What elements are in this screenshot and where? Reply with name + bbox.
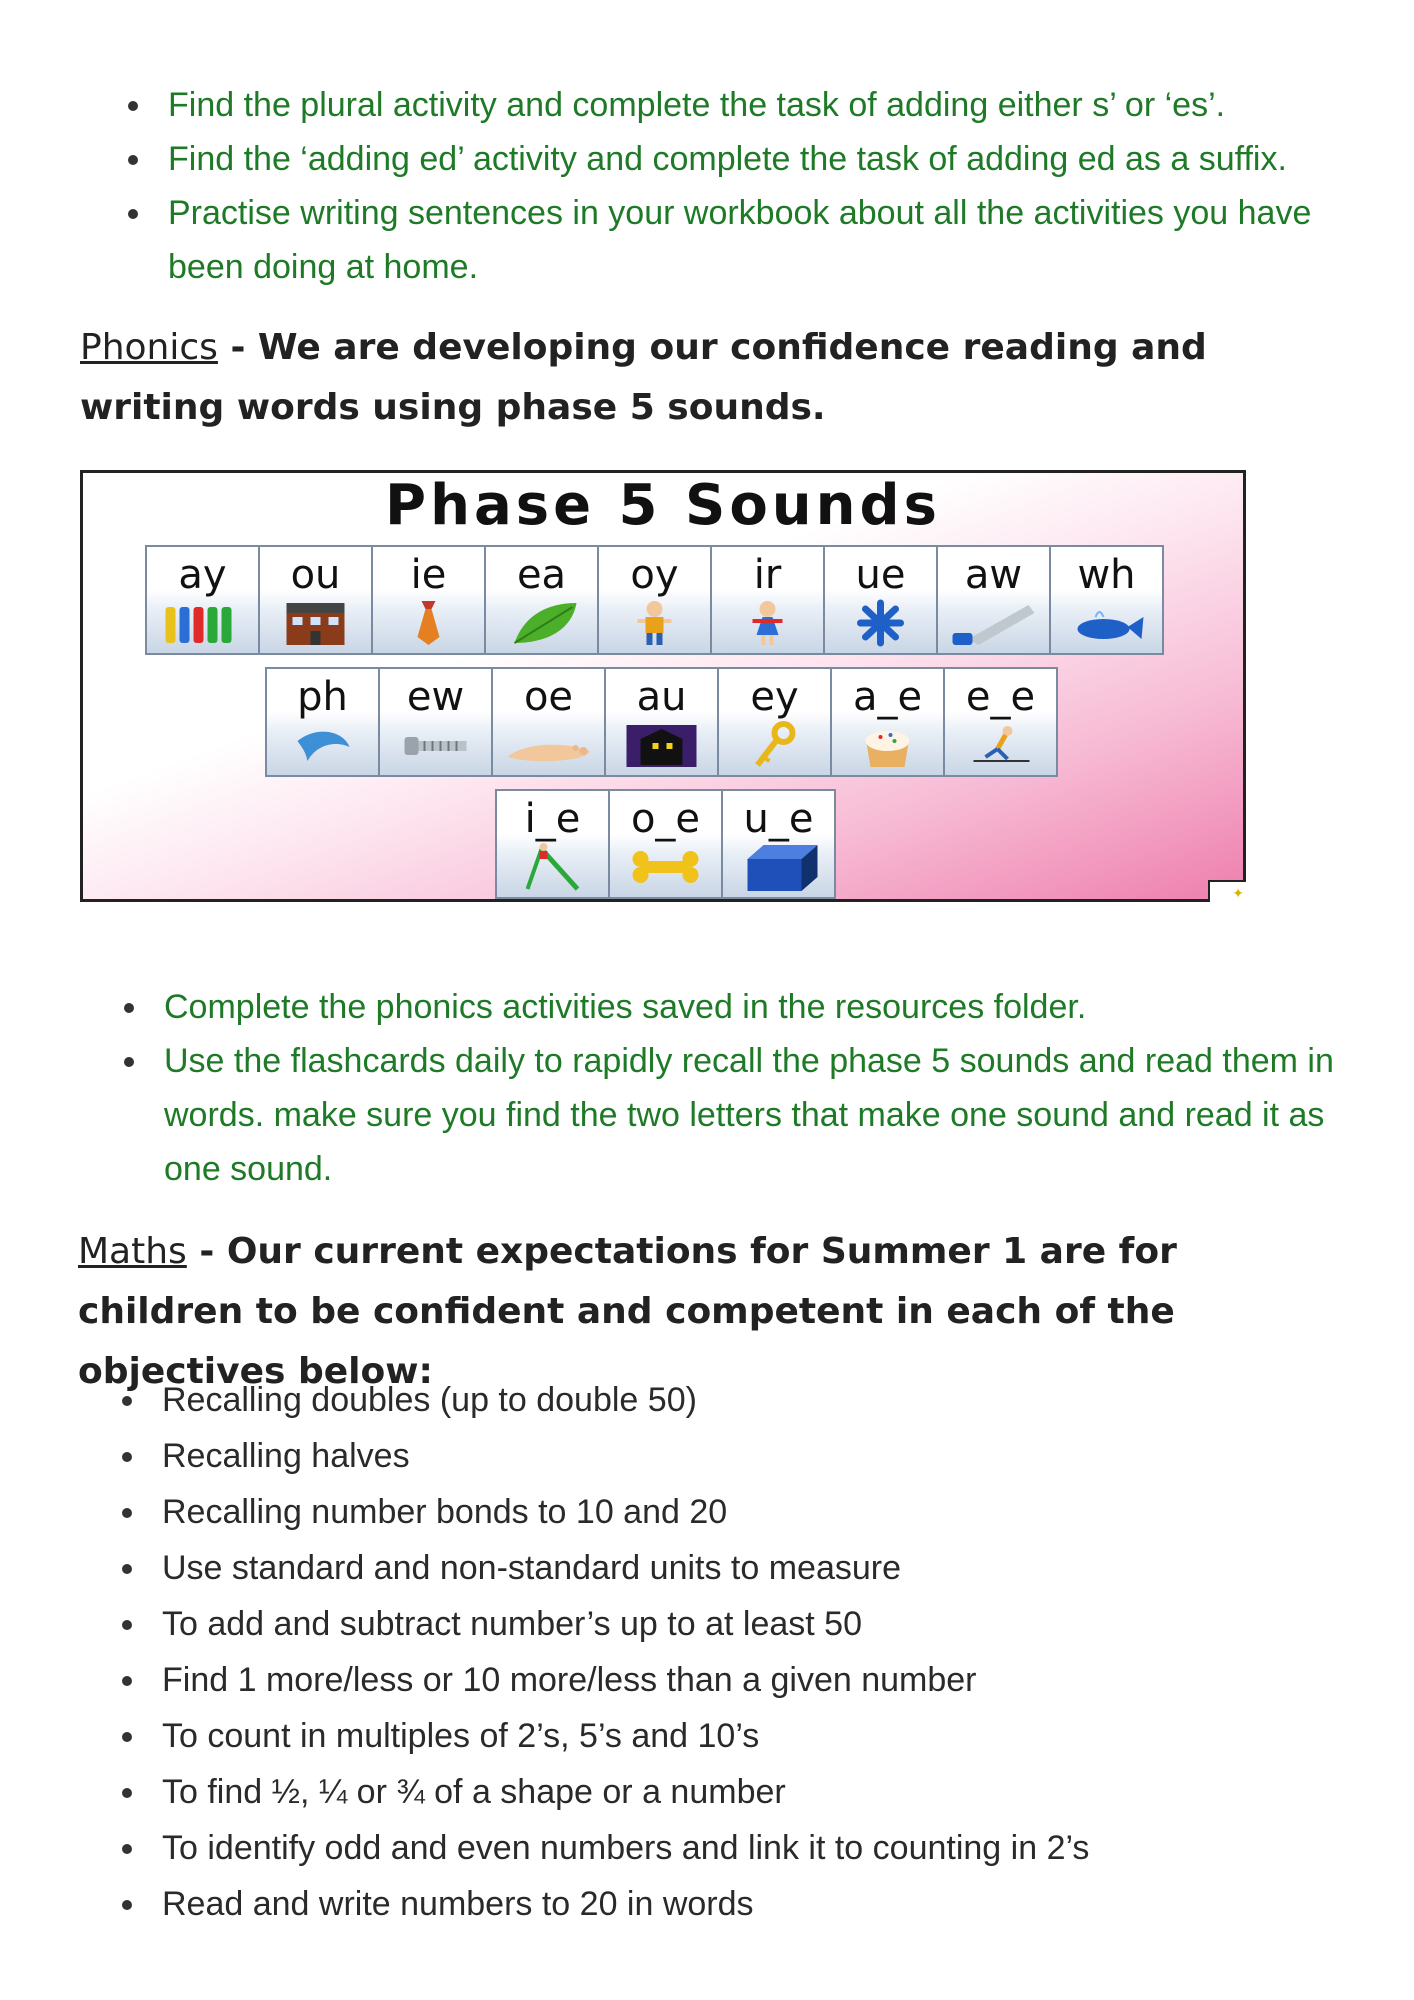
phonics-keyword: Phonics [80, 327, 218, 368]
sound-label: ue [855, 552, 906, 598]
sound-tile-ie [371, 545, 486, 655]
sound-label: ea [516, 552, 567, 598]
maths-objectives-list [162, 1372, 1342, 1932]
sounds-row-1 [145, 545, 1162, 655]
list-item: Find the ‘adding ed’ activity and complete the task of adding ed as a suffix. [168, 132, 1348, 186]
sound-label: au [636, 674, 687, 720]
screw-icon [380, 721, 491, 769]
sounds-row-3 [495, 789, 834, 899]
sound-label: o_e [630, 796, 701, 842]
sound-tile-au [604, 667, 719, 777]
sound-tile-ir [710, 545, 825, 655]
boy-icon [599, 599, 710, 647]
list-item: Recalling halves [162, 1428, 1342, 1484]
sound-label: i_e [524, 796, 581, 842]
list-item: Use the flashcards daily to rapidly recall the phase 5 sounds and read them in words. make sure you find the two letters that make one sound and read it as one sound. [164, 1034, 1354, 1196]
phonics-heading-text: - We are developing our confidence reading and writing words using phase 5 sounds. [80, 327, 1207, 428]
maths-keyword: Maths [78, 1231, 187, 1272]
sound-tile-wh [1049, 545, 1164, 655]
list-item: To add and subtract number’s up to at least 50 [162, 1596, 1342, 1652]
sounds-chart-title: Phase 5 Sounds [385, 473, 941, 538]
sound-label: ie [410, 552, 447, 598]
sound-label: oe [523, 674, 574, 720]
crayons-icon [147, 599, 258, 647]
toes-icon [493, 721, 604, 769]
corner-marker [1208, 880, 1246, 902]
sound-label: ou [290, 552, 341, 598]
sound-tile-oy [597, 545, 712, 655]
bone-icon [610, 843, 721, 891]
list-item: Recalling doubles (up to double 50) [162, 1372, 1342, 1428]
sound-label: ew [406, 674, 465, 720]
sound-label: u_e [743, 796, 814, 842]
list-item: To identify odd and even numbers and link it to counting in 2’s [162, 1820, 1342, 1876]
haunted-house-icon [606, 721, 717, 769]
sound-tile-o-e [608, 789, 723, 899]
list-item: Complete the phonics activities saved in the resources folder. [164, 980, 1354, 1034]
sound-tile-ey [717, 667, 832, 777]
cake-icon [832, 721, 943, 769]
phase-5-sounds-image [80, 470, 1246, 902]
sound-tile-ue [823, 545, 938, 655]
sound-tile-ea [484, 545, 599, 655]
sound-tile-a-e [830, 667, 945, 777]
list-item: Use standard and non-standard units to measure [162, 1540, 1342, 1596]
sound-tile-oe [491, 667, 606, 777]
sound-tile-ou [258, 545, 373, 655]
sound-label: e_e [965, 674, 1036, 720]
sound-tile-ay [145, 545, 260, 655]
sound-label: aw [964, 552, 1023, 598]
list-item: To find ½, ¼ or ¾ of a shape or a number [162, 1764, 1342, 1820]
phonics-activities-list [164, 980, 1354, 1196]
sound-tile-i-e [495, 789, 610, 899]
list-item: Recalling number bonds to 10 and 20 [162, 1484, 1342, 1540]
girl-icon [712, 599, 823, 647]
athlete-icon [945, 721, 1056, 769]
activities-list [168, 78, 1348, 294]
dolphin-icon [267, 721, 378, 769]
phonics-heading [80, 318, 1280, 438]
sound-tile-e-e [943, 667, 1058, 777]
sound-label: ay [178, 552, 227, 598]
sound-label: ph [297, 674, 348, 720]
slide-icon [497, 843, 608, 891]
whale-icon [1051, 599, 1162, 647]
saw-icon [938, 599, 1049, 647]
cube-icon [723, 843, 834, 891]
glue-splat-icon [825, 599, 936, 647]
sound-tile-aw [936, 545, 1051, 655]
sounds-row-2 [265, 667, 1056, 777]
sound-label: ey [750, 674, 799, 720]
sound-tile-u-e [721, 789, 836, 899]
list-item: Practise writing sentences in your workbook about all the activities you have been doing at home. [168, 186, 1348, 294]
sound-label: wh [1077, 552, 1136, 598]
sound-tile-ph [265, 667, 380, 777]
sound-label: ir [753, 552, 782, 598]
list-item: Find 1 more/less or 10 more/less than a given number [162, 1652, 1342, 1708]
key-icon [719, 721, 830, 769]
list-item: To count in multiples of 2’s, 5’s and 10’s [162, 1708, 1342, 1764]
tie-icon [373, 599, 484, 647]
list-item: Read and write numbers to 20 in words [162, 1876, 1342, 1932]
house-icon [260, 599, 371, 647]
sound-tile-ew [378, 667, 493, 777]
list-item: Find the plural activity and complete the task of adding either s’ or ‘es’. [168, 78, 1348, 132]
leaf-icon [486, 599, 597, 647]
sparkle-icon: ✦ [1232, 885, 1244, 901]
sound-label: a_e [852, 674, 923, 720]
sound-label: oy [630, 552, 679, 598]
maths-heading-text: - Our current expectations for Summer 1 are for children to be confident and competent in each of the objectives below: [78, 1231, 1177, 1392]
